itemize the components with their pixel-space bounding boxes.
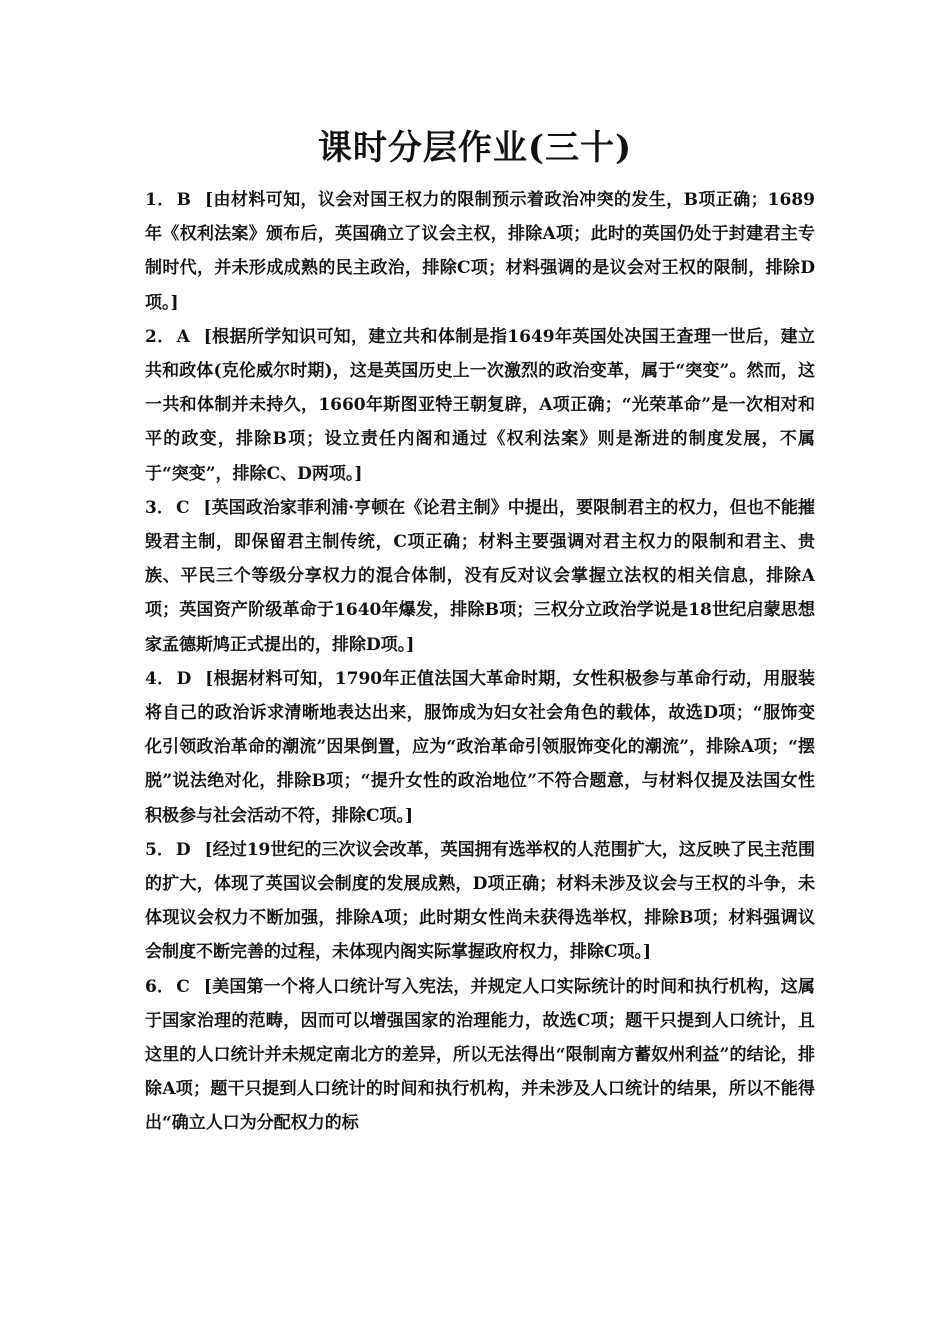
answer-number: 3． [145, 497, 174, 518]
answer-explanation: [经过19世纪的三次议会改革，英国拥有选举权的人范围扩大，这反映了民主范围的扩大，体现了英国议会制度的发展成熟，D项正确；材料未涉及议会与王权的斗争，未体现议会权力不断加强，排除A项；此时期女性尚未获得选举权，排除B项；材料强调议会制度不断完善的过程，未体现内阁实际掌握政府权力，排除C项。] [145, 839, 815, 963]
answer-choice: A [176, 326, 190, 347]
answer-choice: C [175, 497, 190, 518]
answer-choice: B [176, 190, 192, 210]
answer-choice: D [175, 839, 191, 860]
answer-list [145, 183, 815, 1141]
answer-explanation: [美国第一个将人口统计写入宪法，并规定人口实际统计的时间和执行机构，这属于国家治理的范畴，因而可以增强国家的治理能力，故选C项；题干只提到人口统计，且这里的人口统计并未规定南北方的差异，所以无法得出“限制南方蓄奴州利益”的结论，排除A项；题干只提到人口统计的时间和执行机构，并未涉及人口统计的结果，所以不能得出“确立人口为分配权力的标 [145, 976, 815, 1134]
answer-explanation: [根据材料可知，1790年正值法国大革命时期，女性积极参与革命行动，用服装将自己的政治诉求清晰地表达出来，服饰成为妇女社会角色的载体，故选D项；“服饰变化引领政治革命的潮流”因果倒置，应为“政治革命引领服饰变化的潮流”，排除A项；“摆脱”说法绝对化，排除B项；“提升女性的政治地位”不符合题意，与材料仅提及法国女性积极参与社会活动不符，排除C项。] [145, 668, 815, 826]
page-title: 课时分层作业(三十) [317, 128, 633, 168]
answer-number: 6． [145, 976, 175, 997]
answer-explanation: [英国政治家菲利浦·亨顿在《论君主制》中提出，要限制君主的权力，但也不能摧毁君主制，即保留君主制传统，C项正确；材料主要强调对君主权力的限制和君主、贵族、平民三个等级分享权力的混合体制，没有反对议会掌握立法权的相关信息，排除A项；英国资产阶级革命于1640年爆发，排除B项；三权分立政治学说是18世纪启蒙思想家孟德斯鸠正式提出的，排除D项。] [145, 497, 815, 655]
answer-item-5 [145, 833, 815, 970]
answer-item-1 [145, 183, 815, 320]
answer-choice: C [176, 976, 190, 997]
answer-number: 1． [145, 190, 175, 210]
answer-item-6 [145, 970, 815, 1141]
answer-number: 4． [145, 668, 175, 689]
answer-choice: D [176, 668, 192, 689]
answer-item-2 [145, 320, 815, 491]
answer-item-4 [145, 662, 815, 833]
answer-number: 5． [145, 839, 174, 860]
answer-explanation: [根据所学知识可知，建立共和体制是指1649年英国处决国王查理一世后，建立共和政体(克伦威尔时期)，这是英国历史上一次激烈的政治变革，属于“突变”。然而，这一共和体制并未持久，1660年斯图亚特王朝复辟，A项正确；“光荣革命”是一次相对和平的政变，排除B项；设立责任内阁和通过《权利法案》则是渐进的制度发展，不属于“突变”，排除C、D两项。] [145, 326, 815, 484]
answer-item-3 [145, 491, 815, 662]
answer-explanation: [由材料可知，议会对国王权力的限制预示着政治冲突的发生，B项正确；1689年《权利法案》颁布后，英国确立了议会主权，排除A项；此时的英国仍处于封建君主专制时代，并未形成成熟的民主政治，排除C项；材料强调的是议会对王权的限制，排除D项。] [145, 190, 815, 313]
answer-number: 2． [145, 326, 175, 347]
